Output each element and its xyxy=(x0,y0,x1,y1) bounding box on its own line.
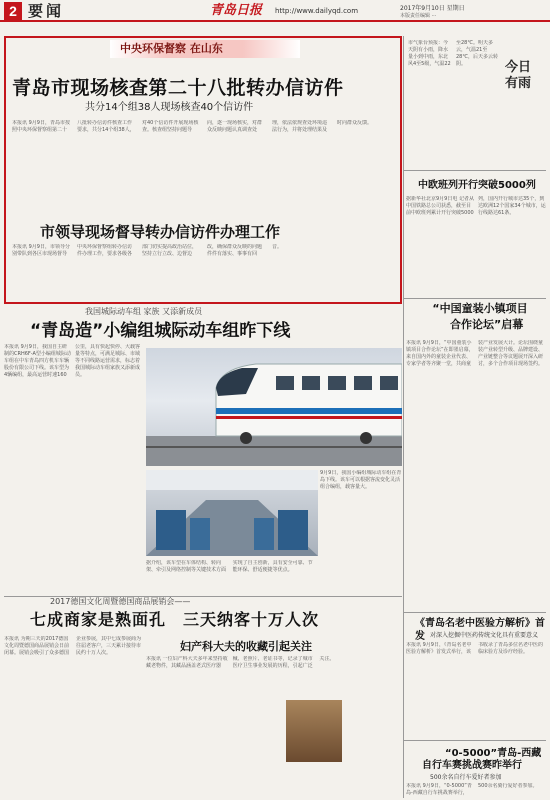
website-url[interactable]: http://www.dailyqd.com xyxy=(275,7,359,15)
top-story-subhead: 共分14个组38人现场核查40个信访件 xyxy=(85,102,254,113)
weather-body: 市气象台预报：今天阴有小雨，降水量小到中雨，东北风4至5级，气温22至28℃。明天多云，气温21至28℃，后天多云转阴。 xyxy=(408,40,498,67)
train-headline[interactable]: “青岛造”小编组城际动车组昨下线 xyxy=(30,321,291,341)
divider xyxy=(404,298,546,299)
divider xyxy=(404,740,546,741)
editor-credits: 本版责任编辑 ··· xyxy=(400,13,437,19)
tour-headline-1[interactable]: “0-5000”青岛-西藏 xyxy=(445,748,542,759)
tour-subhead: 500余名自行车爱好者参加 xyxy=(430,774,502,781)
train-photo[interactable] xyxy=(146,348,402,466)
divider xyxy=(404,612,546,613)
tour-body: 本报讯 9月9日，“0-5000”青岛-西藏自行车挑战赛举行，500余名骑行爱好者参加。 xyxy=(406,783,538,796)
train-body: 本报讯 9月9日，我国自主研制的CRH6F-A型小编组城际动车组在中车青岛四方机车车辆股份有限公司下线。该车型为4辆编组，最高运营时速160公里，具有快起快停、大载客量等特点，可满足城际、市域等不同线路运营需求，标志着我国城际动车组家族又添新成员。 xyxy=(4,344,141,378)
column-divider xyxy=(403,36,404,798)
collect-body: 本报讯 一位妇产科大夫多年来坚持收藏老物件，其藏品涵盖老式医疗器械、老照片、老证书等，记录了城市医疗卫生事业发展的历程，引起广泛关注。 xyxy=(146,656,335,669)
issue-date: 2017年9月10日 星期日 xyxy=(400,5,465,12)
top-story-headline[interactable]: 青岛市现场核查第二十八批转办信访件 xyxy=(12,77,344,99)
photo-caption: 9月9日，我国小编组城际动车组在青岛下线。该车可以根据客流变化灵活组合编组，载客量大。 xyxy=(320,470,402,490)
second-story-body: 本报讯 9月9日，市领导分别带队到各区市现场督导中央环保督察组转办信访件办理工作，要求各级各部门切实提高政治站位，坚持立行立改、边督边改，确保群众反映的问题件件有落实、事事有回音。 xyxy=(12,244,283,257)
collect-headline[interactable]: 妇产科大夫的收藏引起关注 xyxy=(180,640,312,653)
train-interior-illustration xyxy=(146,470,318,556)
brand-logo: 青岛日报 xyxy=(210,3,263,18)
divider xyxy=(404,170,546,171)
cn-body: 本报讯 9月9日，“中国童装小镇项目合作论坛”在即墨启幕，来自国内外的童装企业代表、专家学者等齐聚一堂，共商童装产业发展大计。论坛围绕童装产业转型升级、品牌建设、产业链整合等议题展开深入研讨，多个合作项目现场签约。 xyxy=(406,340,544,367)
europe-body: 据新华社北京9月9日电 记者从中国铁路总公司获悉，截至目前中欧班列累计开行突破5000列，国内开行城市达35个，到达欧洲12个国家34个城市，运行线路达61条。 xyxy=(406,196,546,216)
fair-body: 本报讯 为期三天的2017德国文化周暨德国商品展销会日前闭幕。展销会吸引了众多德国企业参展，其中七成参展商为往届老客户，三天累计接待市民约十万人次。 xyxy=(4,636,142,656)
europe-headline[interactable]: 中欧班列开行突破5000列 xyxy=(418,180,536,191)
weather-title[interactable]: 今日有雨 xyxy=(505,60,532,91)
fair-headline[interactable]: 七成商家是熟面孔 三天纳客十万人次 xyxy=(30,610,320,629)
train-illustration xyxy=(146,348,402,466)
fair-kicker: 2017德国文化周暨德国商品展销会—— xyxy=(50,597,191,606)
portrait-photo[interactable] xyxy=(286,700,342,762)
tour-headline-2[interactable]: 自行车赛挑战赛昨举行 xyxy=(422,760,522,771)
top-story-kicker: 中央环保督察 在山东 xyxy=(120,42,223,55)
book-body: 本报讯 9月9日，《青岛名老中医验方解析》首发式举行，该书收录了青岛多位名老中医的临床验方及诊疗经验。 xyxy=(406,642,544,655)
second-story-headline[interactable]: 市领导现场督导转办信访件办理工作 xyxy=(40,223,281,241)
page-number: 2 xyxy=(4,2,22,20)
cn-headline-2[interactable]: 合作论坛”启幕 xyxy=(450,318,524,331)
top-story-body: 本报讯 9月9日，青岛市按照中央环保督察组第二十八批转办信访件核查工作要求，共分14个组38人，对40个信访件开展现场核查。核查组坚持问题导向，逐一现场核实，对群众反映问题认真调查处理，依法依规查处环境违法行为，并将处理结果及时向群众反馈。 xyxy=(12,120,373,133)
cn-headline-1[interactable]: “中国童装小镇项目 xyxy=(432,302,528,315)
book-headline[interactable]: 《青岛名老中医验方解析》首发 xyxy=(415,618,545,642)
book-subhead: 对深入挖掘中医药传统文化具有重要意义 xyxy=(430,632,539,639)
train-kicker: 我国城际动车组 家族 又添新成员 xyxy=(85,307,203,316)
train-interior-photo[interactable] xyxy=(146,470,318,556)
section-title: 要闻 xyxy=(28,2,65,20)
train-body-continued: 据介绍，该车型在车体结构、转向架、牵引及网络控制等关键技术方面实现了自主创新，具有安全可靠、节能环保、舒适便捷等优点。 xyxy=(146,560,313,573)
